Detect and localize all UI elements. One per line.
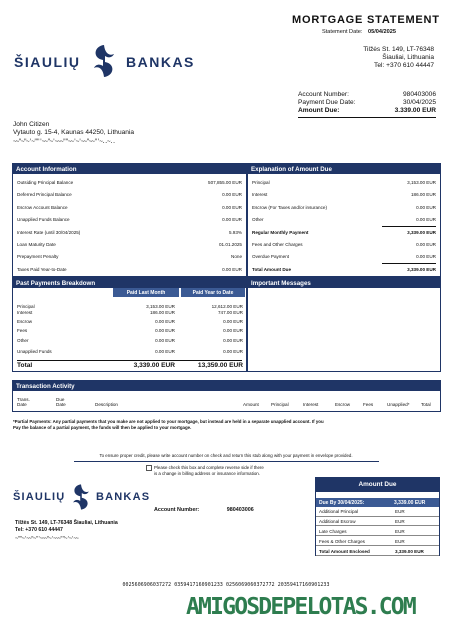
trans-col-due-date	[56, 397, 66, 408]
bank-tel: Tel: +370 610 44447	[374, 62, 434, 69]
statement-date-value: 05/04/2025	[367, 29, 396, 35]
account-information-panel	[12, 163, 247, 277]
stub-amount-label: Additional Principal	[319, 509, 359, 515]
bank-address-line-2: Šiauliai, Lithuania	[382, 54, 434, 61]
stub-bank-logo	[13, 483, 153, 511]
past-total-last: 3,339.00 EUR	[133, 362, 175, 369]
partial-note-line-2: Pay the balance of a partial payment, the funds will then be applied to your mortgage.	[13, 425, 192, 430]
stub-logo-text-right: BANKAS	[96, 491, 151, 503]
stub-amount-value: 3,339.00 EUR	[395, 548, 424, 554]
explanation-row	[252, 242, 436, 247]
address-change-line-2: is a change in billing address or insurance information.	[154, 470, 260, 476]
account-info-value: 0.00 EUR	[222, 266, 242, 272]
payment-due-row	[298, 99, 436, 107]
stub-bank-tel: Tel: +370 610 44447	[15, 526, 63, 533]
payment-due-label: Payment Due Date:	[298, 99, 356, 107]
explanation-value: 0.00 EUR	[416, 204, 436, 210]
trans-col-total: Total	[421, 402, 431, 408]
trans-col-description: Description	[95, 402, 118, 408]
statement-date-row	[322, 29, 396, 35]
transaction-activity-header: Transaction Activity	[13, 381, 440, 391]
explanation-panel	[247, 163, 441, 277]
explanation-value: 0.00 EUR	[416, 217, 436, 223]
statement-title: MORTGAGE STATEMENT	[292, 14, 440, 26]
transaction-activity-panel	[12, 380, 441, 412]
stub-bank-address-line: Tilžės St. 149, LT-76348 Šiauliai, Lithuania	[15, 520, 118, 526]
explanation-row	[252, 180, 436, 185]
customer-address: Vytauto g. 15-4, Kaunas 44250, Lithuania	[13, 129, 135, 137]
explanation-value: 3,153.00 EUR	[407, 180, 436, 185]
stub-amount-row	[316, 536, 439, 546]
stub-account-number-label: Account Number:	[154, 507, 200, 513]
past-payment-row	[17, 338, 242, 344]
past-total-ytd: 13,359.00 EUR	[197, 362, 243, 369]
explanation-value: 0.00 EUR	[416, 254, 436, 260]
past-payment-row	[17, 349, 242, 355]
account-info-row	[17, 205, 242, 210]
trans-col-interest: Interest	[303, 402, 319, 408]
stub-account-number-value: 980403006	[226, 507, 254, 513]
customer-name: John Citizen	[13, 121, 50, 128]
explanation-divider	[382, 263, 436, 264]
micr-line: 0025606906037272 0359417160901233 0256069060372772 20359417160901233	[122, 582, 330, 588]
explanation-value: 186.00 EUR	[410, 192, 436, 198]
stub-bank-address	[15, 520, 118, 533]
trans-col-escrow: Escrow	[335, 402, 351, 408]
col-paid-year-to-date: Paid Year to Date	[181, 288, 245, 297]
explanation-row	[252, 205, 436, 210]
explanation-label: Fees and Other Charges	[252, 242, 303, 247]
explanation-row	[252, 192, 436, 197]
bank-logo-icon	[90, 44, 118, 78]
account-info-label: Taxes Paid Year-to-Date	[17, 266, 67, 272]
explanation-label: Other	[252, 217, 264, 223]
account-info-label: Deferred Principal Balance	[17, 192, 72, 198]
payment-due-value: 30/04/2025	[402, 99, 436, 107]
account-number-row	[298, 91, 436, 99]
account-info-row	[17, 217, 242, 222]
explanation-label: Principal	[252, 180, 270, 185]
bank-address	[363, 46, 434, 70]
stub-amount-due-rows	[316, 507, 439, 555]
customer-signature: ~~"~"~'~""'~~"~'~~~""~~'~'~~"~~"'~..~..	[13, 137, 115, 145]
address-change-text	[154, 465, 264, 477]
stub-amount-due-box	[315, 477, 440, 556]
past-payment-label: Principal	[17, 304, 35, 309]
past-payment-last: 186.00 EUR	[149, 309, 175, 315]
account-info-row	[17, 267, 242, 272]
past-payment-ytd: 0.00 EUR	[223, 338, 243, 344]
explanation-label: Regular Monthly Payment	[252, 229, 309, 235]
past-payment-row	[17, 310, 242, 316]
account-info-value: 5.93%	[228, 229, 242, 235]
past-payment-last: 0.00 EUR	[155, 328, 175, 334]
account-info-value: 01.01.2025	[219, 242, 242, 247]
trans-col-fees: Fees	[363, 402, 374, 408]
explanation-label: Total Amount Due	[252, 266, 292, 272]
past-payment-last: 0.00 EUR	[155, 318, 175, 324]
stub-amount-row	[316, 507, 439, 517]
stub-amount-value: EUR	[395, 519, 405, 525]
account-summary-underline	[298, 117, 436, 118]
stub-bank-logo-icon	[70, 483, 92, 511]
past-payment-label: Fees	[17, 328, 28, 334]
address-change-line-1: Please check this box and complete reverse side if there	[154, 465, 264, 470]
explanation-value: 3,339.00 EUR	[407, 229, 436, 235]
account-info-label: Unapplied Funds Balance	[17, 217, 70, 223]
account-info-label: Outsiding Principal Balance	[17, 180, 74, 185]
trans-col-unapplied: Unapplied*	[387, 402, 410, 408]
past-payment-ytd: 12,612.00 EUR	[211, 304, 243, 309]
past-payment-label: Escrow	[17, 318, 33, 324]
logo-text-left: ŠIAULIŲ	[14, 54, 81, 70]
explanation-row	[252, 267, 436, 272]
past-total-label: Total	[17, 362, 33, 369]
past-payment-label: Unapplied Funds	[17, 348, 52, 354]
stub-amount-row	[316, 546, 439, 556]
explanation-header: Explanation of Amount Due	[248, 164, 440, 174]
trans-col-trans-date-1: Trans.	[17, 397, 30, 402]
past-payment-ytd: 0.00 EUR	[223, 348, 243, 354]
explanation-value: 3,339.00 EUR	[407, 266, 436, 272]
account-number-value: 980403006	[402, 91, 436, 98]
explanation-label: Overdue Payment	[252, 254, 290, 260]
statement-date-label: Statement Date:	[322, 29, 363, 35]
account-info-row	[17, 192, 242, 197]
trans-col-trans-date	[17, 397, 30, 408]
trans-col-amount: Amount	[243, 402, 259, 408]
account-info-row	[17, 242, 242, 247]
stub-amount-label: Late Charges	[319, 528, 347, 534]
account-information-rows	[17, 180, 242, 276]
explanation-row	[252, 254, 436, 259]
bank-logo	[12, 44, 202, 78]
account-number-label: Account Number:	[298, 91, 349, 98]
explanation-divider	[382, 226, 436, 227]
past-payment-ytd: 0.00 EUR	[223, 318, 243, 324]
important-messages-header: Important Messages	[248, 278, 440, 288]
account-info-value: 0.00 EUR	[222, 204, 242, 210]
account-info-row	[17, 254, 242, 259]
past-payments-rows	[17, 304, 242, 371]
stub-amount-due-title: Amount Due	[316, 478, 439, 492]
account-info-row	[17, 180, 242, 185]
account-info-label: Prepayment Penalty	[17, 254, 59, 260]
account-info-label: Interest Rate (until 30/04/2025)	[17, 229, 81, 235]
stub-amount-label: Additional Escrow	[319, 519, 356, 525]
past-payment-row	[17, 328, 242, 334]
stub-due-by-value: 3,339.00 EUR	[394, 499, 426, 506]
address-change-checkbox[interactable]	[146, 465, 152, 471]
account-summary	[298, 91, 436, 116]
trans-col-due-date-2: Date	[56, 402, 66, 408]
past-payment-ytd: 747.00 EUR	[217, 309, 243, 315]
account-info-value: 0.00 EUR	[222, 192, 242, 198]
partial-payments-note	[13, 419, 443, 431]
logo-text-right: BANKAS	[126, 54, 195, 70]
account-info-label: Loan Maturity Date	[17, 242, 56, 247]
past-payment-ytd: 0.00 EUR	[223, 328, 243, 334]
stub-amount-label: Total Amount Enclosed	[319, 548, 370, 554]
account-info-row	[17, 230, 242, 235]
stub-due-by-row	[316, 498, 439, 507]
stub-amount-value: EUR	[395, 538, 405, 544]
stub-amount-value: EUR	[395, 509, 405, 515]
stub-amount-value: EUR	[395, 528, 405, 534]
important-messages-panel	[247, 277, 441, 372]
trans-col-trans-date-2: Date	[17, 402, 27, 408]
amount-due-value: 3.339.00 EUR	[394, 107, 436, 115]
trans-col-due-date-1: Due	[56, 397, 65, 402]
trans-col-principal: Principal	[271, 402, 289, 408]
past-payments-header: Past Payments Breakdown	[13, 278, 246, 288]
stub-due-by-label: Due By 30/04/2025:	[319, 499, 365, 506]
explanation-label: Escrow (For Taxes and/or insurance)	[252, 204, 327, 210]
past-payment-last: 3,153.00 EUR	[146, 304, 175, 309]
explanation-label: Interest	[252, 192, 268, 198]
stub-amount-label: Fees & Other Charges	[319, 538, 365, 544]
past-payment-row	[17, 319, 242, 325]
explanation-value: 0.00 EUR	[416, 242, 436, 247]
col-paid-last-month: Paid Last Month	[113, 288, 179, 297]
explanation-rows	[252, 180, 436, 276]
stub-instruction: To ensure proper credit, please write account number on check and return this stub along with your payment in envelope provided.	[99, 453, 353, 458]
past-total-divider	[17, 360, 242, 361]
stub-signature: ~""~'~~"~"'~~~"~'~~~""~'~'~~	[15, 536, 78, 542]
account-info-value: 0.00 EUR	[222, 217, 242, 223]
watermark: AMIGOSDEPELOTAS.COM	[186, 594, 415, 620]
explanation-row	[252, 217, 436, 222]
stub-cut-line	[74, 461, 379, 462]
past-payment-last: 0.00 EUR	[155, 348, 175, 354]
stub-amount-row	[316, 517, 439, 527]
explanation-row	[252, 230, 436, 235]
past-payment-label: Other	[17, 338, 29, 344]
past-payment-last: 0.00 EUR	[155, 338, 175, 344]
partial-note-line-1: *Partial Payments: Any partial payments that you make are not applied to your mortgage, but instead are held in a separate unapplied account. If you	[13, 419, 324, 424]
stub-logo-text-left: ŠIAULIŲ	[13, 491, 66, 503]
past-total-row	[17, 362, 242, 371]
customer-block	[13, 121, 134, 146]
account-info-value: None	[231, 254, 242, 260]
bank-address-line-1: Tilžės St. 149, LT-76348	[363, 46, 434, 53]
account-info-value: 507,855.00 EUR	[208, 180, 242, 185]
past-payment-label: Interest	[17, 309, 33, 315]
stub-amount-row	[316, 527, 439, 537]
stub-account-number	[154, 507, 254, 513]
account-info-label: Escrow Account Balance	[17, 204, 68, 210]
past-payments-panel	[12, 277, 247, 372]
amount-due-row	[298, 107, 436, 115]
amount-due-label: Amount Due:	[298, 107, 340, 115]
account-information-header: Account Information	[13, 164, 246, 174]
